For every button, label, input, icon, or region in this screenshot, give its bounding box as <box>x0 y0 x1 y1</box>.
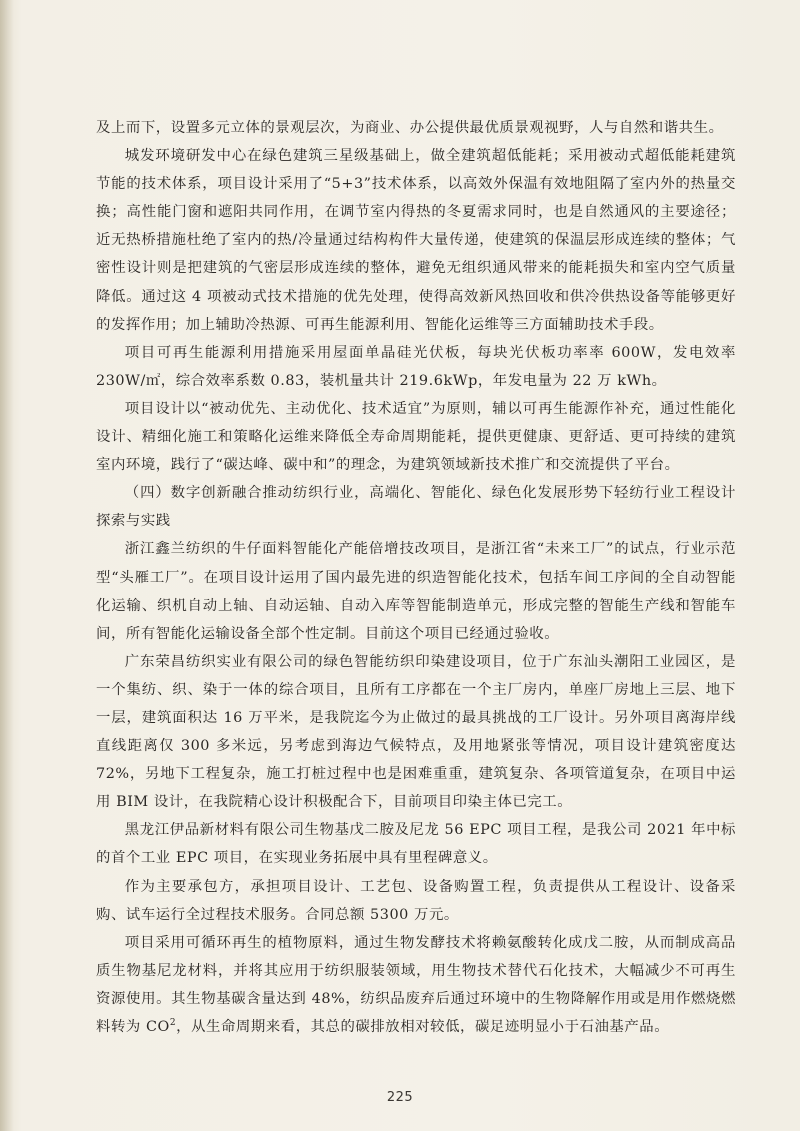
page-number: 225 <box>386 1090 414 1105</box>
body-text <box>96 114 736 1041</box>
paragraph-zhejiang-xinlan: 浙江鑫兰纺织的牛仔面料智能化产能倍增技改项目，是浙江省“未来工厂”的试点，行业示范型“头雁工厂”。在项目设计运用了国内最先进的织造智能化技术，包括车间工序间的全自动智能化运输、织机自动上轴、自动运轴、自动入库等智能制造单元，形成完整的智能生产线和智能车间，所有智能化运输设备全部个性定制。目前这个项目已经通过验收。 <box>96 541 736 642</box>
paragraph-bio-nylon <box>96 929 736 1041</box>
paragraph-design-principle: 项目设计以“被动优先、主动优化、技术适宜”为原则，辅以可再生能源作补充，通过性能化设计、精细化施工和策略化运维来降低全寿命周期能耗，提供更健康、更舒适、更可持续的建筑室内环境，践行了“碳达峰、碳中和”的理念，为建筑领域新技术推广和交流提供了平台。 <box>96 400 736 474</box>
paragraph-photovoltaic: 项目可再生能源利用措施采用屋面单晶硅光伏板，每块光伏板功率率 600W，发电效率 230W/㎡，综合效率系数 0.83，装机量共计 219.6kWp，年发电量为 22 万 kWh。 <box>96 344 736 389</box>
paragraph-bio-nylon-part1: 项目采用可循环再生的植物原料，通过生物发酵技术将赖氨酸转化成戊二胺，从而制成高品质生物基尼龙材料，并将其应用于纺织服装领域，用生物技术替代石化技术，大幅减少不可再生资源使用。其生物基碳含量达到 48%，纺织品废弃后通过环境中的生物降解作用或是用作燃烧燃料转为 CO <box>96 934 736 1035</box>
paragraph-continued: 及上而下，设置多元立体的景观层次，为商业、办公提供最优质景观视野，人与自然和谐共生。 <box>96 120 724 136</box>
binding-shadow <box>0 0 14 1131</box>
co2-subscript: 2 <box>169 1018 177 1029</box>
paragraph-bio-nylon-part2: ，从生命周期来看，其总的碳排放相对较低，碳足迹明显小于石油基产品。 <box>176 1019 670 1035</box>
paragraph-guangdong-rongchang: 广东荣昌纺织实业有限公司的绿色智能纺织印染建设项目，位于广东汕头潮阳工业园区，是一个集纺、织、染于一体的综合项目，且所有工序都在一个主厂房内，单座厂房地上三层、地下一层，建筑面积达 16 万平米，是我院迄今为止做过的最具挑战的工厂设计。另外项目离海岸线直线距离仅 300 多米远，另考虑到海边气候特点，及用地紧张等情况，项目设计建筑密度达 72%，另地下工程复杂，施工打桩过程中也是困难重重，建筑复杂、各项管道复杂，在项目中运用 BIM 设计，在我院精心设计积极配合下，目前项目印染主体已完工。 <box>96 653 736 811</box>
section-heading: （四）数字创新融合推动纺织行业，高端化、智能化、绿色化发展形势下轻纺行业工程设计探索与实践 <box>96 485 736 530</box>
paragraph-heilongjiang-yipin: 黑龙江伊品新材料有限公司生物基戊二胺及尼龙 56 EPC 项目工程，是我公司 2021 年中标的首个工业 EPC 项目，在实现业务拓展中具有里程碑意义。 <box>96 822 736 867</box>
paragraph-research-center: 城发环境研发中心在绿色建筑三星级基础上，做全建筑超低能耗；采用被动式超低能耗建筑节能的技术体系，项目设计采用了“5+3”技术体系，以高效外保温有效地阻隔了室内外的热量交换；高性能门窗和遮阳共同作用，在调节室内得热的冬夏需求同时，也是自然通风的主要途径；近无热桥措施杜绝了室内的热/冷量通过结构构件大量传递，使建筑的保温层形成连续的整体；气密性设计则是把建筑的气密层形成连续的整体，避免无组织通风带来的能耗损失和室内空气质量降低。通过这 4 项被动式技术措施的优先处理，使得高效新风热回收和供冷供热设备等能够更好的发挥作用；加上辅助冷热源、可再生能源利用、智能化运维等三方面辅助技术手段。 <box>96 148 736 333</box>
paragraph-contractor: 作为主要承包方，承担项目设计、工艺包、设备购置工程，负责提供从工程设计、设备采购、试车运行全过程技术服务。合同总额 5300 万元。 <box>96 878 736 923</box>
